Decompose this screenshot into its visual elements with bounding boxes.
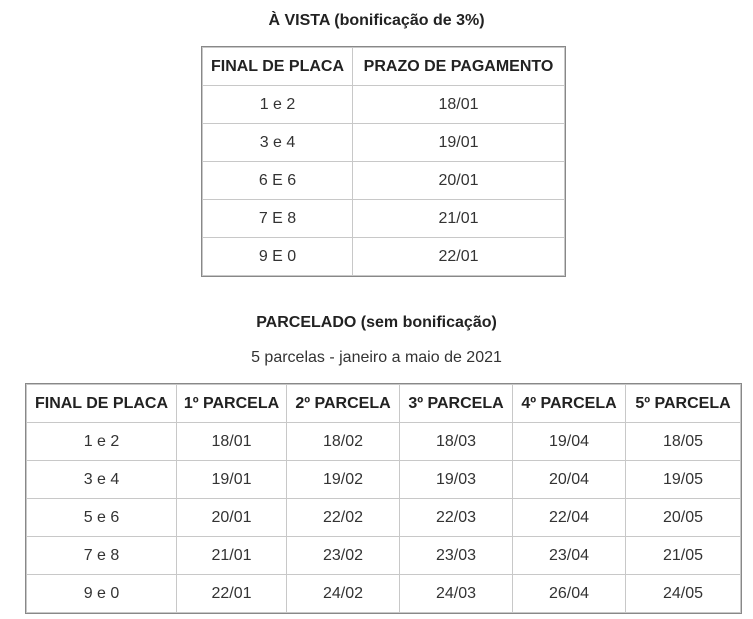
- plate-cell: 1 e 2: [27, 423, 177, 461]
- installment-date-cell: 23/04: [513, 537, 626, 575]
- installment-date-cell: 18/01: [177, 423, 287, 461]
- plate-cell: 9 E 0: [203, 238, 353, 276]
- table-header-row: [203, 48, 565, 86]
- table-row: [203, 162, 565, 200]
- installment-date-cell: 19/05: [626, 461, 741, 499]
- header-final-de-placa: FINAL DE PLACA: [203, 48, 353, 86]
- a-vista-table: [202, 47, 565, 276]
- table-row: [203, 124, 565, 162]
- header-parcela-2: 2º PARCELA: [287, 385, 400, 423]
- installment-date-cell: 24/05: [626, 575, 741, 613]
- installment-date-cell: 19/04: [513, 423, 626, 461]
- plate-cell: 7 e 8: [27, 537, 177, 575]
- table-row: [27, 499, 741, 537]
- parcelado-subtitle: 5 parcelas - janeiro a maio de 2021: [251, 349, 502, 366]
- parcelado-table: [26, 384, 741, 613]
- plate-cell: 5 e 6: [27, 499, 177, 537]
- installment-date-cell: 22/01: [177, 575, 287, 613]
- header-parcela-5: 5º PARCELA: [626, 385, 741, 423]
- due-date-cell: 19/01: [353, 124, 565, 162]
- header-parcela-1: 1º PARCELA: [177, 385, 287, 423]
- installment-date-cell: 19/02: [287, 461, 400, 499]
- plate-cell: 3 e 4: [27, 461, 177, 499]
- table-header-row: [27, 385, 741, 423]
- plate-cell: 1 e 2: [203, 86, 353, 124]
- header-prazo-de-pagamento: PRAZO DE PAGAMENTO: [353, 48, 565, 86]
- table-row: [203, 238, 565, 276]
- installment-date-cell: 22/02: [287, 499, 400, 537]
- installment-date-cell: 24/02: [287, 575, 400, 613]
- installment-date-cell: 20/01: [177, 499, 287, 537]
- table-row: [27, 537, 741, 575]
- table-row: [203, 86, 565, 124]
- installment-date-cell: 19/03: [400, 461, 513, 499]
- installment-date-cell: 23/03: [400, 537, 513, 575]
- parcelado-title: PARCELADO (sem bonificação): [256, 314, 497, 331]
- due-date-cell: 20/01: [353, 162, 565, 200]
- installment-date-cell: 18/05: [626, 423, 741, 461]
- table-row: [27, 461, 741, 499]
- installment-date-cell: 21/01: [177, 537, 287, 575]
- installment-date-cell: 26/04: [513, 575, 626, 613]
- header-parcela-3: 3º PARCELA: [400, 385, 513, 423]
- installment-date-cell: 18/03: [400, 423, 513, 461]
- a-vista-title: À VISTA (bonificação de 3%): [268, 12, 485, 29]
- header-final-de-placa: FINAL DE PLACA: [27, 385, 177, 423]
- installment-date-cell: 23/02: [287, 537, 400, 575]
- due-date-cell: 21/01: [353, 200, 565, 238]
- table-row: [203, 200, 565, 238]
- table-row: [27, 575, 741, 613]
- due-date-cell: 22/01: [353, 238, 565, 276]
- plate-cell: 3 e 4: [203, 124, 353, 162]
- installment-date-cell: 20/05: [626, 499, 741, 537]
- header-parcela-4: 4º PARCELA: [513, 385, 626, 423]
- installment-date-cell: 24/03: [400, 575, 513, 613]
- installment-date-cell: 19/01: [177, 461, 287, 499]
- due-date-cell: 18/01: [353, 86, 565, 124]
- installment-date-cell: 22/03: [400, 499, 513, 537]
- plate-cell: 6 E 6: [203, 162, 353, 200]
- installment-date-cell: 18/02: [287, 423, 400, 461]
- plate-cell: 7 E 8: [203, 200, 353, 238]
- installment-date-cell: 22/04: [513, 499, 626, 537]
- installment-date-cell: 21/05: [626, 537, 741, 575]
- plate-cell: 9 e 0: [27, 575, 177, 613]
- installment-date-cell: 20/04: [513, 461, 626, 499]
- table-row: [27, 423, 741, 461]
